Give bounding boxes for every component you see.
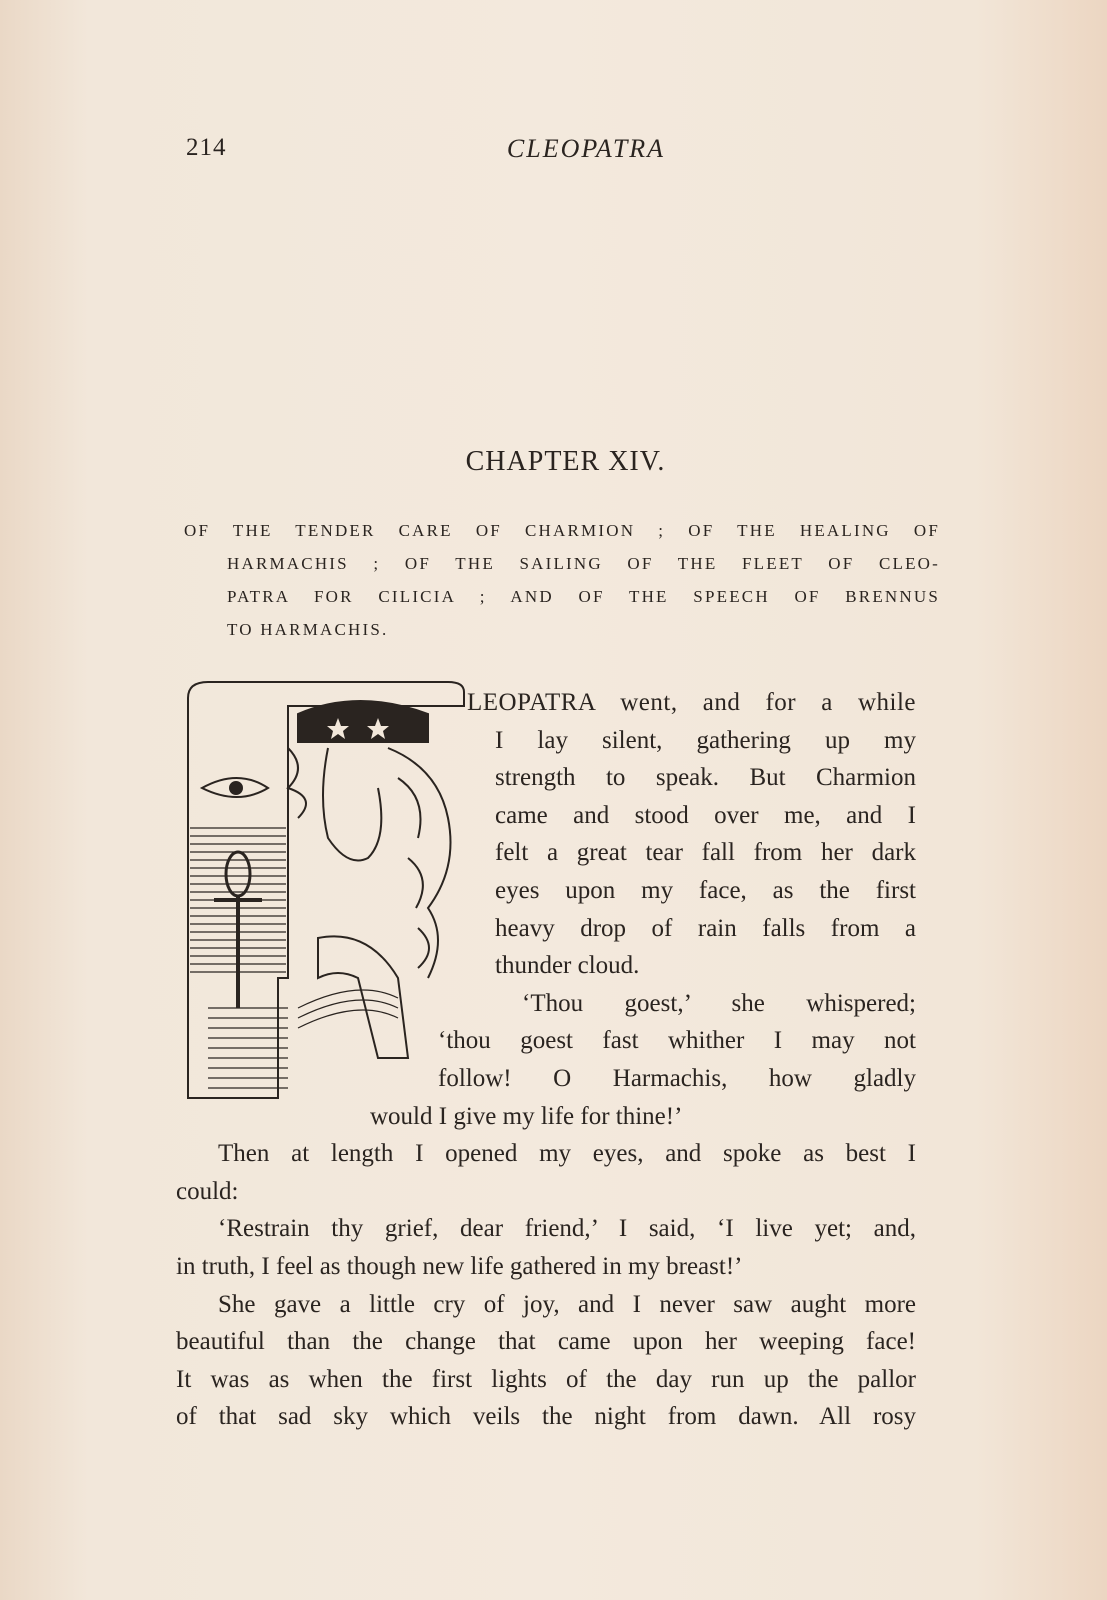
summary-line: OF THE TENDER CARE OF CHARMION ; OF THE HEALING OF <box>184 521 940 540</box>
body-line: eyes upon my face, as the first <box>495 877 916 904</box>
body-line: strength to speak. But Charmion <box>495 764 916 792</box>
body-line: would I give my life for thine!’ <box>370 1102 683 1130</box>
body-line: follow! O Harmachis, how gladly <box>438 1065 916 1092</box>
body-line: heavy drop of rain falls from a <box>495 914 916 942</box>
illustrated-drop-cap-image <box>178 678 468 1104</box>
running-header <box>186 134 926 174</box>
body-line: in truth, I feel as though new life gathered in my breast!’ <box>176 1253 743 1280</box>
body-line: felt a great tear fall from her dark <box>495 839 916 867</box>
chapter-title: CHAPTER XIV. <box>465 446 666 477</box>
summary-line: TO HARMACHIS. <box>227 620 389 639</box>
body-line: could: <box>176 1177 239 1205</box>
summary-line: PATRA FOR CILICIA ; AND OF THE SPEECH OF BRENNUS <box>227 587 940 606</box>
running-title: CLEOPATRA <box>506 134 666 163</box>
chapter-summary <box>184 514 940 646</box>
body-line: ‘Restrain thy grief, dear friend,’ I said, ‘I live yet; and, <box>218 1215 916 1243</box>
body-line: came and stood over me, and I <box>495 801 916 829</box>
body-line: I lay silent, gathering up my <box>495 726 916 754</box>
body-line: ‘thou goest fast whither I may not <box>438 1027 916 1055</box>
body-line: LEOPATRA went, and for a while <box>467 689 916 716</box>
page-number: 214 <box>186 134 227 161</box>
body-line: ‘Thou goest,’ she whispered; <box>522 989 916 1017</box>
body-line: thunder cloud. <box>495 952 640 980</box>
body-line: It was as when the first lights of the day run up the pallor <box>176 1365 916 1393</box>
body-line: Then at length I opened my eyes, and spoke as best I <box>218 1140 916 1168</box>
summary-line: HARMACHIS ; OF THE SAILING OF THE FLEET OF CLEO- <box>227 554 940 573</box>
body-line: She gave a little cry of joy, and I never saw aught more <box>218 1290 916 1318</box>
body-line: beautiful than the change that came upon her weeping face! <box>176 1328 916 1356</box>
body-line: of that sad sky which veils the night from dawn. All rosy <box>176 1403 916 1431</box>
